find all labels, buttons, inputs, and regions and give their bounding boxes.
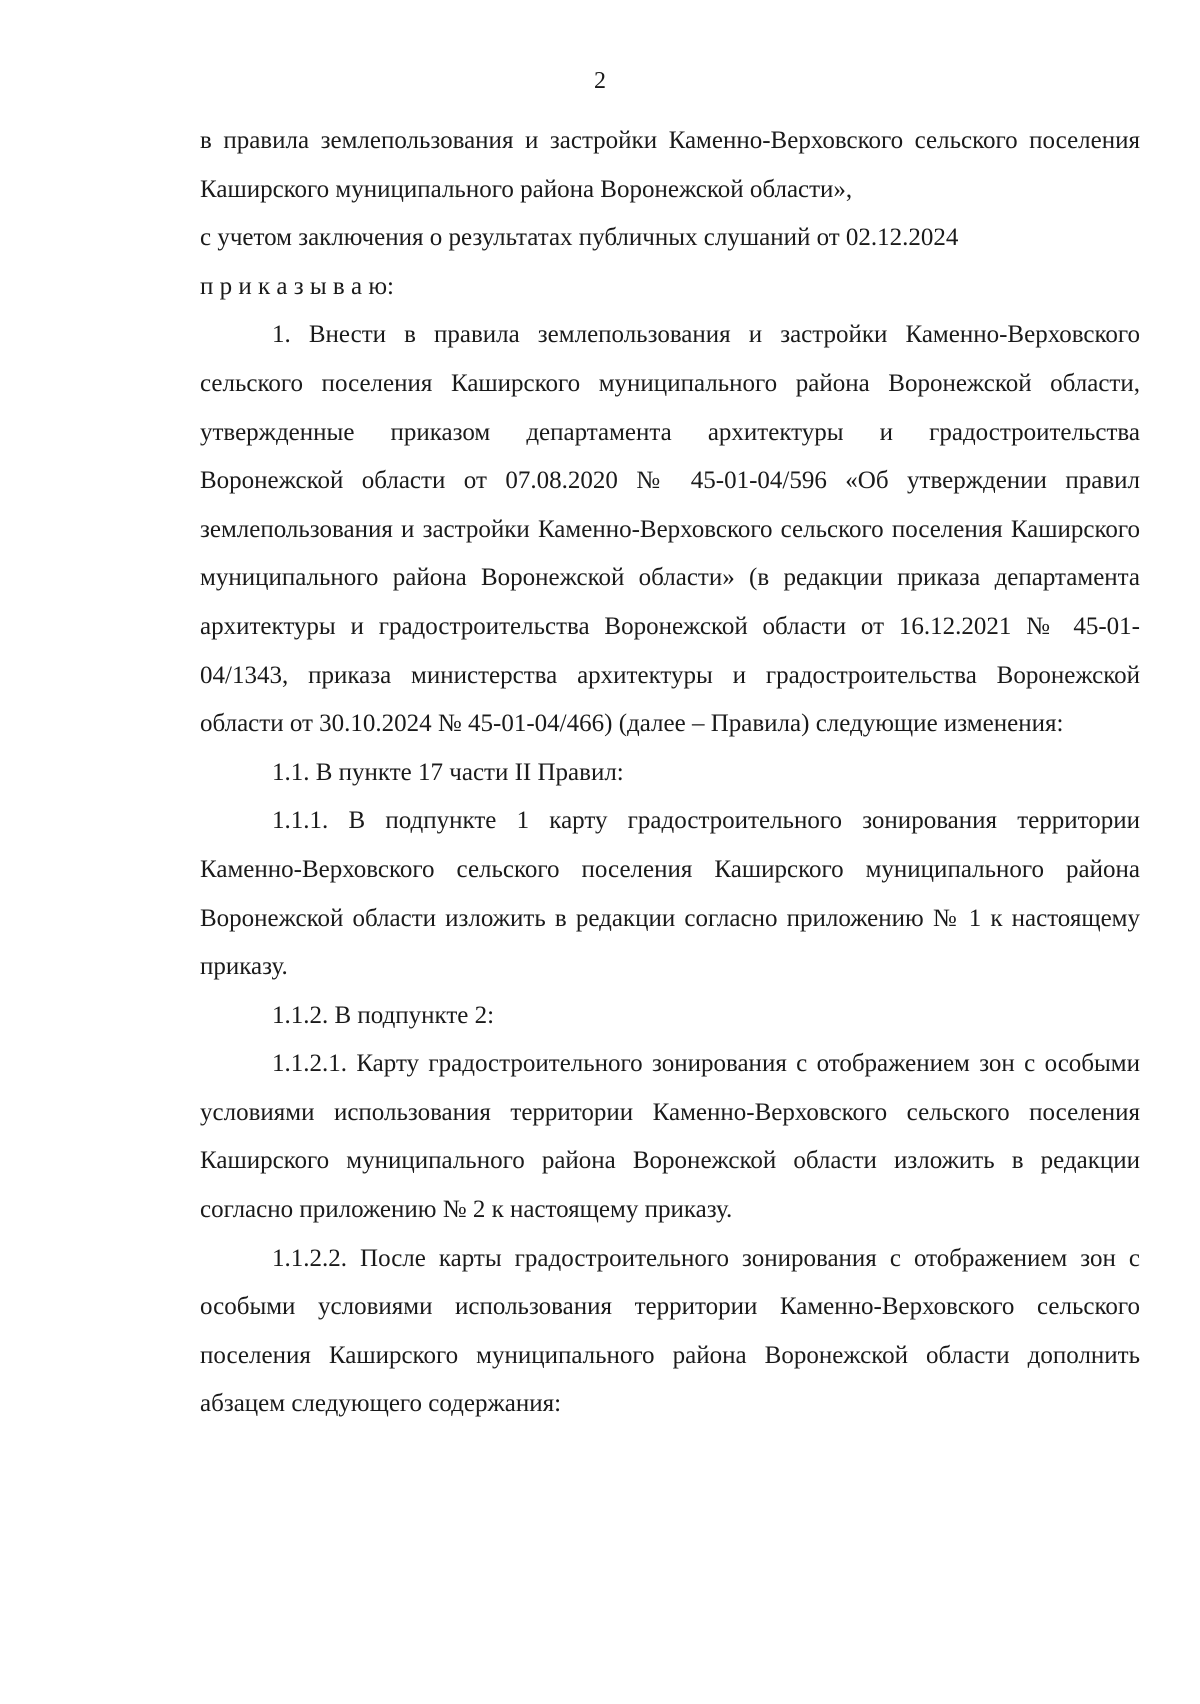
paragraph-item-1-1-2-1: 1.1.2.1. Карту градостроительного зонирования с отображением зон с особыми условиями использования территории Каменно-Верховского сельского поселения Каширского муниципального района Воронежской области изложить в редакции согласно приложению № 2 к настоящему приказу. — [200, 1050, 1140, 1224]
paragraph-hearings-reference: с учетом заключения о результатах публичных слушаний от 02.12.2024 — [200, 224, 959, 252]
paragraph-intro-continuation: в правила землепользования и застройки Каменно-Верховского сельского поселения Каширского муниципального района Воронежской области», — [200, 127, 1140, 203]
page-number: 2 — [594, 68, 606, 94]
document-body — [200, 117, 1140, 1429]
paragraph-item-1: 1. Внести в правила землепользования и застройки Каменно-Верховского сельского поселения Каширского муниципального района Воронежской области, утвержденные приказом департамента архитектуры и градостроительства Воронежской области от 07.08.2020 № 45-01-04/596 «Об утверждении правил землепользования и застройки Каменно-Верховского сельского поселения Каширского муниципального района Воронежской области» (в редакции приказа департамента архитектуры и градостроительства Воронежской области от 16.12.2021 № 45-01-04/1343, приказа министерства архитектуры и градостроительства Воронежской области от 30.10.2024 № 45-01-04/466) (далее – Правила) следующие изменения: — [200, 321, 1140, 738]
paragraph-item-1-1-1: 1.1.1. В подпункте 1 карту градостроительного зонирования территории Каменно-Верховского сельского поселения Каширского муниципального района Воронежской области изложить в редакции согласно приложению № 1 к настоящему приказу. — [200, 807, 1140, 981]
paragraph-item-1-1-2: 1.1.2. В подпункте 2: — [272, 1001, 495, 1029]
paragraph-order-verb: п р и к а з ы в а ю: — [200, 272, 394, 300]
paragraph-item-1-1-2-2: 1.1.2.2. После карты градостроительного зонирования с отображением зон с особыми условиями использования территории Каменно-Верховского сельского поселения Каширского муниципального района Воронежской области дополнить абзацем следующего содержания: — [200, 1244, 1140, 1418]
paragraph-item-1-1: 1.1. В пункте 17 части II Правил: — [272, 758, 624, 786]
